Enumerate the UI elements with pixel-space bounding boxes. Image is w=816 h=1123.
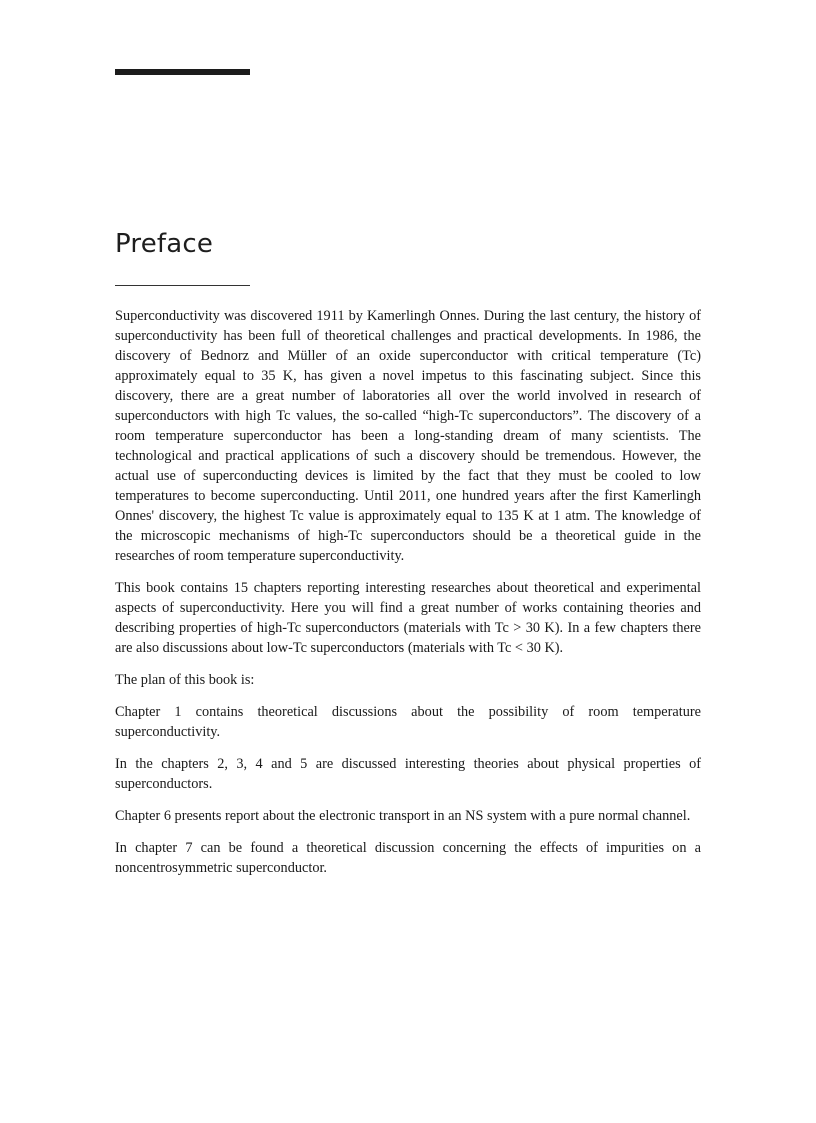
page-title: Preface xyxy=(115,229,214,259)
paragraph-chapters-2-5: In the chapters 2, 3, 4 and 5 are discussed interesting theories about physical properties of superconductors. xyxy=(115,756,701,792)
preface-body xyxy=(115,306,701,890)
paragraph-chapter-1: Chapter 1 contains theoretical discussions about the possibility of room temperature superconductivity. xyxy=(115,704,701,740)
paragraph-chapter-6: Chapter 6 presents report about the electronic transport in an NS system with a pure normal channel. xyxy=(115,808,691,824)
paragraph-book-contents: This book contains 15 chapters reporting interesting researches about theoretical and experimental aspects of superconductivity. Here you will find a great number of works containing theories and describing properties of high-Tc superconductors (materials with Tc > 30 K). In a few chapters there are also discussions about low-Tc superconductors (materials with Tc < 30 K). xyxy=(115,580,701,656)
header-decorative-rule xyxy=(115,69,250,75)
title-underline-rule xyxy=(115,285,250,286)
paragraph-history: Superconductivity was discovered 1911 by Kamerlingh Onnes. During the last century, the history of superconductivity has been full of theoretical challenges and practical developments. In 1986, the discovery of Bednorz and Müller of an oxide superconductor with critical temperature (Tc) approximately equal to 35 K, has given a novel impetus to this fascinating subject. Since this discovery, there are a great number of laboratories all over the world involved in research of superconductors with high Tc values, the so-called “high-Tc superconductors”. The discovery of a room temperature superconductor has been a long-standing dream of many scientists. The technological and practical applications of such a discovery should be tremendous. However, the actual use of superconducting devices is limited by the fact that they must be cooled to low temperatures to become superconducting. Until 2011, one hundred years after the first Kamerlingh Onnes' discovery, the highest Tc value is approximately equal to 135 K at 1 atm. The knowledge of the microscopic mechanisms of high-Tc superconductors should be a theoretical guide in the researches of room temperature superconductivity. xyxy=(115,308,701,564)
paragraph-chapter-7: In chapter 7 can be found a theoretical discussion concerning the effects of impurities on a noncentrosymmetric superconductor. xyxy=(115,840,701,876)
paragraph-plan-intro: The plan of this book is: xyxy=(115,672,255,688)
